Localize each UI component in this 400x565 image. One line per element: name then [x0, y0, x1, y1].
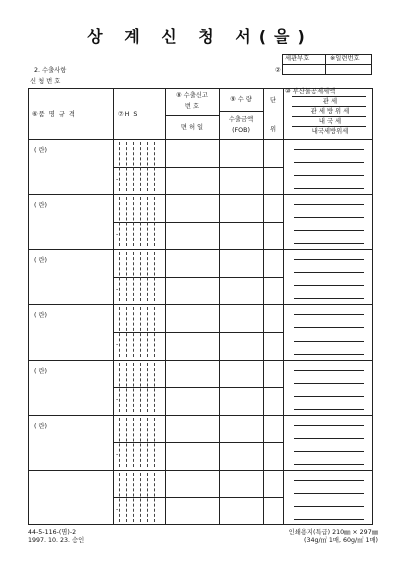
hs-digit-divider: [133, 363, 134, 412]
hs-digit-divider: [147, 142, 148, 191]
header-item-spec: ⑥품 명 규 격: [32, 111, 76, 118]
row-half-line: [113, 387, 283, 388]
hs-dash: -: [116, 341, 119, 348]
hs-digit-divider: [154, 473, 155, 522]
header-export-amount-1: 수출금액: [228, 116, 254, 123]
row-label: ( 란): [34, 312, 47, 320]
row-label: ( 란): [34, 257, 47, 265]
hs-digit-divider: [140, 142, 141, 191]
row-label: ( 란): [34, 367, 47, 375]
hs-digit-divider: [126, 252, 127, 301]
tax-entry-line: [294, 162, 364, 163]
hs-dash: -: [116, 506, 119, 514]
marker-2: ②: [275, 67, 281, 74]
hs-digit-divider: [140, 197, 141, 246]
tax-entry-line: [294, 259, 364, 260]
tax-entry-line: [294, 175, 364, 176]
hs-digit-divider: [147, 473, 148, 522]
header-license-date: 면 허 일: [180, 124, 204, 131]
row-label: ( 란): [34, 202, 47, 210]
tax-entry-line: [294, 149, 364, 150]
hs-digit-divider: [133, 307, 134, 356]
hs-digit-divider: [126, 307, 127, 356]
tax-entry-line: [294, 188, 364, 189]
hs-digit-divider: [140, 473, 141, 522]
tax-entry-line: [294, 285, 364, 286]
hs-digit-divider: [119, 473, 120, 522]
tax-domestic-defense-tax: 내국세방위세: [311, 128, 349, 135]
tax-entry-line: [294, 298, 364, 299]
row-half-line: [113, 442, 283, 443]
row-half-line: [113, 332, 283, 333]
hs-digit-divider: [147, 363, 148, 412]
hs-digit-divider: [154, 418, 155, 467]
hs-dash: -: [116, 230, 119, 238]
tax-entry-line: [294, 341, 364, 342]
hs-digit-divider: [119, 252, 120, 301]
tax-entry-line: [294, 396, 364, 397]
tax-entry-line: [294, 506, 364, 507]
hs-digit-divider: [126, 197, 127, 246]
hs-digit-divider: [154, 142, 155, 191]
header-bottom-line: [28, 139, 373, 140]
column-divider: [113, 88, 114, 525]
column-divider: [263, 88, 264, 525]
row-separator: [28, 415, 373, 416]
hs-digit-divider: [119, 197, 120, 246]
row-half-line: [113, 497, 283, 498]
tax-header-line: [292, 106, 366, 107]
row-separator: [28, 470, 373, 471]
tax-entry-line: [294, 451, 364, 452]
hs-digit-divider: [147, 197, 148, 246]
hs-digit-divider: [126, 418, 127, 467]
header-export-decl-2: 번 호: [184, 103, 200, 110]
hs-dash: -: [116, 451, 119, 459]
hs-dash: -: [116, 175, 119, 183]
row-half-line: [113, 277, 283, 278]
tax-entry-line: [294, 370, 364, 371]
applicant-number-label: 신 청 번 호: [30, 78, 61, 85]
section-heading: 2. 수출사항: [34, 67, 67, 74]
hs-digit-divider: [126, 363, 127, 412]
column-divider: [283, 88, 284, 525]
row-half-line: [113, 222, 283, 223]
tax-header-line: [292, 116, 366, 117]
tax-heading: ⑩ 부산물공제세액: [285, 88, 336, 95]
customs-office-label: 세관부호: [285, 55, 310, 62]
hs-digit-divider: [133, 252, 134, 301]
header-divider: [165, 115, 219, 116]
header-export-amount-2: (FOB): [232, 127, 250, 134]
tax-entry-line: [294, 383, 364, 384]
hs-digit-divider: [126, 142, 127, 191]
hs-digit-divider: [140, 252, 141, 301]
tax-entry-line: [294, 217, 364, 218]
hs-digit-divider: [147, 418, 148, 467]
row-label: ( 란): [34, 422, 47, 430]
approval-date: 1997. 10. 23. 승인: [28, 537, 85, 544]
tax-entry-line: [294, 480, 364, 481]
serial-number-label: ※일련번호: [330, 55, 360, 62]
tax-entry-line: [294, 519, 364, 520]
tax-entry-line: [294, 354, 364, 355]
hs-dash: -: [116, 285, 119, 293]
hs-digit-divider: [140, 418, 141, 467]
hs-digit-divider: [133, 473, 134, 522]
tax-header-line: [292, 126, 366, 127]
paper-spec-2: (34g/㎡ 1매, 60g/㎡ 1매): [304, 537, 378, 544]
row-separator: [28, 194, 373, 195]
hs-digit-divider: [154, 307, 155, 356]
header-export-decl-1: ⑧ 수출신고: [176, 92, 208, 99]
header-divider: [219, 111, 263, 112]
column-divider: [165, 88, 166, 525]
tax-entry-line: [294, 425, 364, 426]
hs-dash: -: [116, 396, 119, 404]
hs-digit-divider: [133, 197, 134, 246]
hs-digit-divider: [133, 142, 134, 191]
column-divider: [219, 88, 220, 525]
header-unit-bottom: 위: [269, 126, 277, 133]
header-unit-top: 단: [269, 97, 277, 104]
tax-entry-line: [294, 230, 364, 231]
tax-customs-duty: 관 세: [322, 98, 338, 105]
header-quantity: ⑨ 수 량: [230, 96, 252, 103]
row-separator: [28, 249, 373, 250]
tax-entry-line: [294, 204, 364, 205]
tax-domestic-tax: 내 국 세: [318, 118, 342, 125]
hs-digit-divider: [154, 197, 155, 246]
form-number: 44-5-116-(몀)-2: [28, 529, 77, 536]
tax-header-line: [292, 96, 366, 97]
hs-digit-divider: [119, 363, 120, 412]
hs-digit-divider: [133, 418, 134, 467]
tax-entry-line: [294, 493, 364, 494]
tax-entry-line: [294, 464, 364, 465]
tax-defense-tax: 관 세 방 위 세: [310, 108, 350, 115]
tax-entry-line: [294, 438, 364, 439]
table-frame: [28, 88, 373, 525]
tax-entry-line: [294, 314, 364, 315]
paper-spec-1: 인쇄용지(특급) 210㎜ × 297㎜: [288, 529, 378, 536]
tax-entry-line: [294, 409, 364, 410]
hs-digit-divider: [154, 252, 155, 301]
row-half-line: [113, 167, 283, 168]
hs-digit-divider: [119, 142, 120, 191]
tax-entry-line: [294, 272, 364, 273]
header-hs: ⑦H S: [118, 111, 139, 118]
row-label: ( 란): [34, 147, 47, 154]
hs-digit-divider: [126, 473, 127, 522]
hs-digit-divider: [119, 418, 120, 467]
hs-digit-divider: [147, 252, 148, 301]
hs-digit-divider: [140, 307, 141, 356]
form-title: 상 계 신 청 서(을): [87, 27, 313, 46]
hs-digit-divider: [147, 307, 148, 356]
tax-entry-line: [294, 327, 364, 328]
tax-entry-line: [294, 243, 364, 244]
hs-digit-divider: [119, 307, 120, 356]
row-separator: [28, 304, 373, 305]
row-separator: [28, 360, 373, 361]
hs-digit-divider: [154, 363, 155, 412]
hs-digit-divider: [140, 363, 141, 412]
